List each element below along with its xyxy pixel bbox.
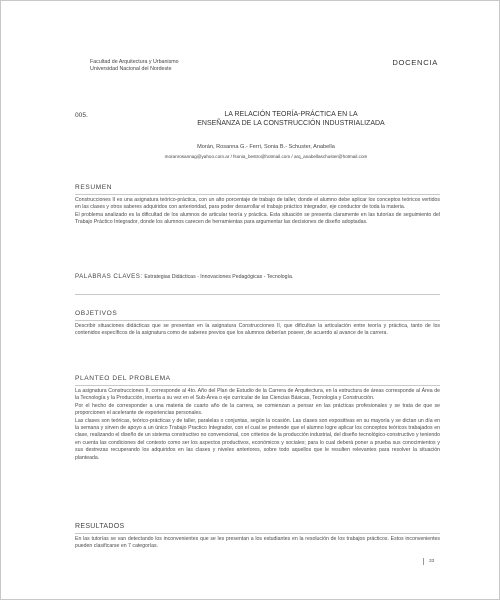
resumen-paragraph-1: Construcciones II es una asignatura teórico-práctica, con un alto porcentaje de trabajo de taller, donde el alumno debe aplicar los conceptos teóricos vertidos en las clases y otros saberes adquiridos con anterioridad, para poder desarrollar el trabajo práctico integrador, eje conductor de toda la materia. [75,197,440,211]
authors: Morán, Rosanna G.- Ferri, Sonia B.- Schuster, Anabella [197,144,335,150]
planteo-heading: PLANTEO DEL PROBLEMA [75,375,171,382]
author-emails: moranrosannag@yahoo.com.ar / fsonia_bestro@hotmail.com / arq_anabellaschuster@hotmail.com [164,154,368,159]
planteo-paragraph-3: Las clases son teóricas, teórico-prácticas y de taller, paralelas o conjuntas, según la ocasión. Las clases son expositivas en su mayoría y se dictan un día en la semana y sirven de apoyo a un único Trabajo Practico Integrador, con el cual se pretende que el alumno logre aplicar los conceptos teóricos trabajados en clase, realizando el diseño de un sistema constructivo no convencional, con criterios de la producción industrial, del diseño tecnológico-constructivo y teniendo en cuenta las condiciones del contexto como ser los aspectos productivos, económicos y sociales; para lo cual deberá poner a prueba sus conocimientos y sus destrezas recuperando los adquiridos en las clases y niveles anteriores, sobre todo aquellos que le resulten relevantes para resolver la situación planteada. [75,417,440,461]
section-divider [75,320,440,321]
objetivos-heading: OBJETIVOS [75,310,118,317]
planteo-body [75,388,440,462]
paper-title-line2: ENSEÑANZA DE LA CONSTRUCCIÓN INDUSTRIALIZADA [197,120,385,127]
paper-title-line1: LA RELACIÓN TEORÍA-PRÁCTICA EN LA [224,111,358,118]
planteo-paragraph-1: La asignatura Construcciones II, corresponde al 4to. Año del Plan de Estudio de la Carrera de Arquitectura, en la estructura de áreas corresponde al Área de la Tecnología y la Producción, inserta a su vez en el Sub-Área o eje curricular de las Ciencias Básicas, Tecnología y Construcción. [75,388,440,402]
keywords [75,273,293,280]
resumen-paragraph-2: El problema analizado es la dificultad de los alumnos de articular teoría y práctica. Esta situación se presenta claramente en las tutorías de seguimiento del Trabajo Práctico Integrador, donde los alumnos carecen de herramientas para argumentar las decisiones de diseño adoptadas. [75,211,440,226]
section-label: DOCENCIA [392,58,438,67]
institution-university: Universidad Nacional del Nordeste [90,66,172,73]
institution-header [90,59,179,74]
resultados-heading: RESULTADOS [75,523,125,530]
keywords-value: Estrategias Didácticas - Innovaciones Pedagógicas - Tecnología. [144,274,294,280]
objetivos-paragraph-1: Describir situaciones didácticas que se presentan en la asignatura Construcciones II, que dificultan la articulación entre teoría y práctica, tanto de los contenidos específicos de la asignatura como de saberes previos que los alumnos deberían poseer, de acuerdo al avance de la carrera. [75,323,440,337]
resumen-body [75,197,440,227]
section-divider [75,294,440,295]
section-divider [75,194,440,195]
section-divider [75,385,440,386]
paper-number: 005. [75,112,88,119]
resultados-paragraph-1: En las tutorías se van detectando los inconvenientes que se les presentan a los estudiantes en la resolución de los trabajos prácticos. Estos inconvenientes pueden clasificarse en 7 categorías. [75,536,440,550]
planteo-paragraph-2: Por el hecho de corresponder a una materia de cuarto año de la carrera, se comienzan a pensar en las prácticas profesionales y se trata de que se proporcionen el acelerante de experiencias personales. [75,402,440,417]
keywords-label: PALABRAS CLAVES: [75,273,143,280]
resultados-body [75,536,440,551]
resumen-heading: RESUMEN [75,184,113,191]
paper-title [151,110,431,128]
page-number-divider [423,558,424,565]
institution-faculty: Facultad de Arquitectura y Urbanismo [90,59,179,65]
section-divider [75,533,440,534]
page-number: 33 [429,559,435,564]
objetivos-body [75,323,440,338]
